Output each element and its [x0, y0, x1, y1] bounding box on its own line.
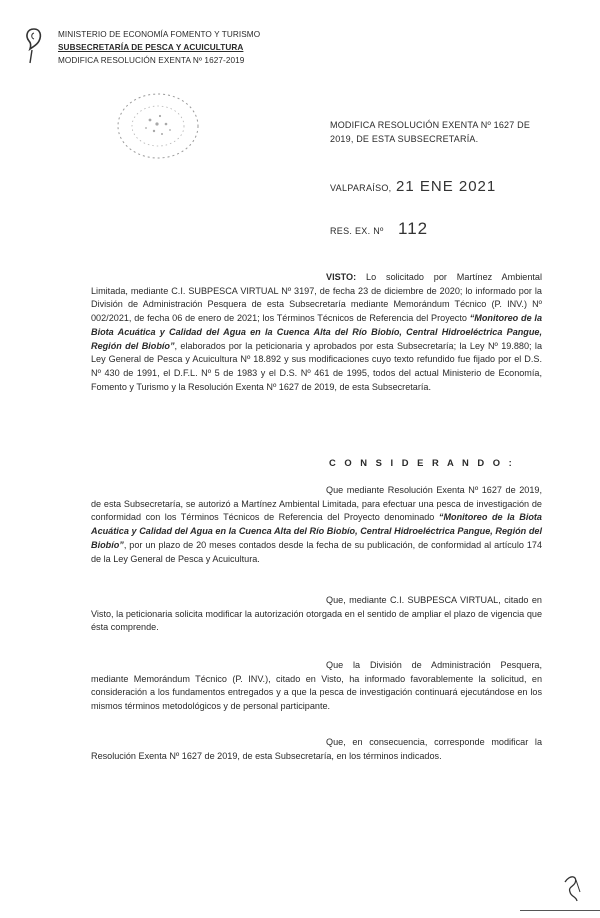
document-subject: MODIFICA RESOLUCIÓN EXENTA Nº 1627-2019 — [58, 56, 245, 65]
visto-project-title: “Monitoreo de la Biota Acuática y Calidad del Agua en la Cuenca Alta del Río Biobío, Central Hidroeléctrica Pangue, Región del Biobío” — [91, 313, 543, 351]
date-stamp: 21 ENE 2021 — [396, 178, 497, 195]
considerando-heading: C O N S I D E R A N D O : — [329, 457, 515, 468]
considerando-p1-text-a: Que mediante Resolución Exenta Nº 1627 de 2019, de esta Subsecretaría, se autorizó a Martínez Ambiental Limitada, para efectuar una pesca de investigación de conformidad con los Términos Técnicos de Referencia del Proyecto denominado — [91, 485, 542, 523]
ministry-name: MINISTERIO DE ECONOMÍA FOMENTO Y TURISMO — [58, 30, 261, 39]
visto-paragraph — [91, 271, 542, 394]
resolution-label: RES. EX. Nº — [330, 226, 384, 236]
ministry-logo — [22, 26, 46, 68]
visto-keyword: VISTO: — [326, 272, 357, 282]
considerando-p2-text: Que, mediante C.I. SUBPESCA VIRTUAL, citado en Visto, la peticionaria solicita modificar la autorización otorgada en el sentido de ampliar el plazo de vigencia que ésta comprende. — [91, 595, 542, 633]
footer-rule — [520, 910, 600, 911]
considerando-p3-text: Que la División de Administración Pesquera, mediante Memorándum Técnico (P. INV.), citado en Visto, ha informado favorablemente la solicitud, en consideración a los fundamentos entregados y a que la pesca de investigación continuará ejecutándose en los mismos términos metodológicos y de personal participante. — [91, 660, 542, 712]
resolution-number: 112 — [398, 219, 429, 238]
considerando-paragraph-4 — [91, 736, 542, 763]
official-stamp — [110, 86, 206, 166]
visto-text-a: Lo solicitado por Martínez Ambiental Limitada, mediante C.I. SUBPESCA VIRTUAL Nº 3197, de fecha 23 de diciembre de 2020; lo informado por la División de Administración Pesquera de esta Subsecretaría mediante Memorándum Técnico (P. INV.) Nº 002/2021, de fecha 06 de enero de 2021; los Términos Técnicos de Referencia del Proyecto — [91, 272, 542, 324]
considerando-paragraph-1 — [91, 484, 542, 566]
resolution-reference: MODIFICA RESOLUCIÓN EXENTA Nº 1627 DE 2019, DE ESTA SUBSECRETARÍA. — [330, 120, 531, 144]
considerando-p4-text: Que, en consecuencia, corresponde modificar la Resolución Exenta Nº 1627 de 2019, de esta Subsecretaría, en los términos indicados. — [91, 737, 542, 761]
considerando-paragraph-3 — [91, 659, 542, 714]
considerando-paragraph-2 — [91, 594, 542, 635]
subsecretaria-name: SUBSECRETARÍA DE PESCA Y ACUICULTURA — [58, 43, 244, 52]
place: VALPARAÍSO, — [330, 183, 392, 193]
considerando-p1-project: “Monitoreo de la Biota Acuática y Calidad del Agua en la Cuenca Alta del Río Biobío, Central Hidroeléctrica Pangue, Región del Biobío” — [91, 512, 542, 550]
visto-text-b: , elaborados por la peticionaria y aprobados por esta Subsecretaría; la Ley Nº 19.880; la Ley General de Pesca y Acuicultura Nº 18.892 y sus modificaciones cuyo texto refundido fue fijado por el D.S. Nº 430 de 1991, el D.F.L. Nº 5 de 1983 y el D.S. Nº 461 de 1995, todos del actual Ministerio de Economía, Fomento y Turismo y la Resolución Exenta Nº 1627 de 2019, de esta Subsecretaría. — [91, 340, 542, 392]
considerando-p1-text-b: , por un plazo de 20 meses contados desde la fecha de su publicación, de conformidad al artículo 174 de la Ley General de Pesca y Acuicultura. — [91, 539, 542, 564]
initials-signature — [560, 872, 586, 906]
